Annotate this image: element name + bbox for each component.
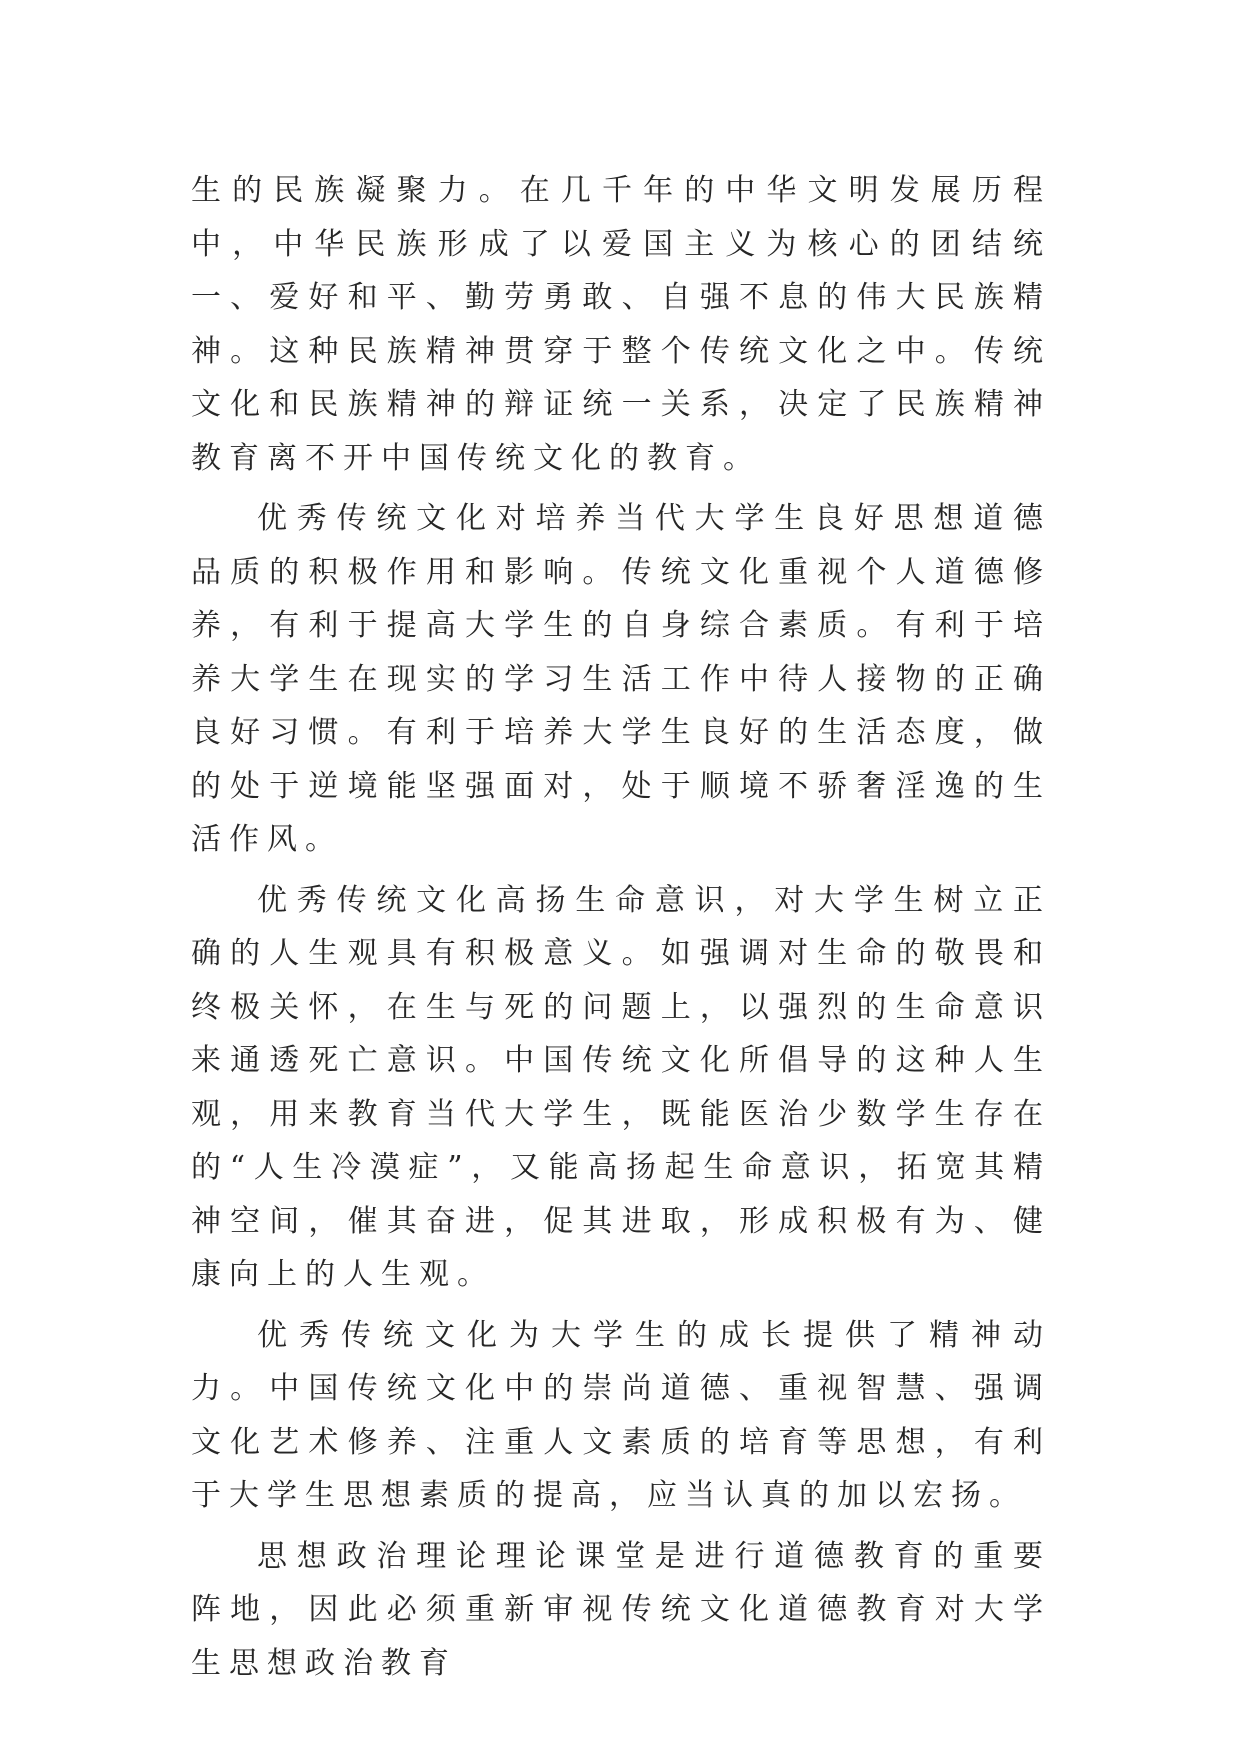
paragraph-spiritual-motivation: 优秀传统文化为大学生的成长提供了精神动力。中国传统文化中的崇尚道德、重视智慧、强调文化艺术修养、注重人文素质的培育等思想，有利于大学生思想素质的提高，应当认真的加以宏扬。 [191,1317,1051,1513]
paragraph-political-theory: 思想政治理论理论课堂是进行道德教育的重要阵地，因此必须重新审视传统文化道德教育对大学生思想政治教育 [191,1538,1051,1681]
paragraph-life-awareness: 优秀传统文化高扬生命意识，对大学生树立正确的人生观具有积极意义。如强调对生命的敬畏和终极关怀，在生与死的问题上，以强烈的生命意识来通透死亡意识。中国传统文化所倡导的这种人生观，用来教育当代大学生，既能医治少数学生存在的“人生冷漠症”，又能高扬起生命意识，拓宽其精神空间，催其奋进，促其进取，形成积极有为、健康向上的人生观。 [191,882,1051,1292]
body-text [191,164,1051,1697]
paragraph-moral-quality: 优秀传统文化对培养当代大学生良好思想道德品质的积极作用和影响。传统文化重视个人道德修养，有利于提高大学生的自身综合素质。有利于培养大学生在现实的学习生活工作中待人接物的正确良好习惯。有利于培养大学生良好的生活态度，做的处于逆境能坚强面对，处于顺境不骄奢淫逸的生活作风。 [191,501,1051,857]
paragraph-continued: 生的民族凝聚力。在几千年的中华文明发展历程中，中华民族形成了以爱国主义为核心的团结统一、爱好和平、勤劳勇敢、自强不息的伟大民族精神。这种民族精神贯穿于整个传统文化之中。传统文化和民族精神的辩证统一关系，决定了民族精神教育离不开中国传统文化的教育。 [191,173,1051,476]
